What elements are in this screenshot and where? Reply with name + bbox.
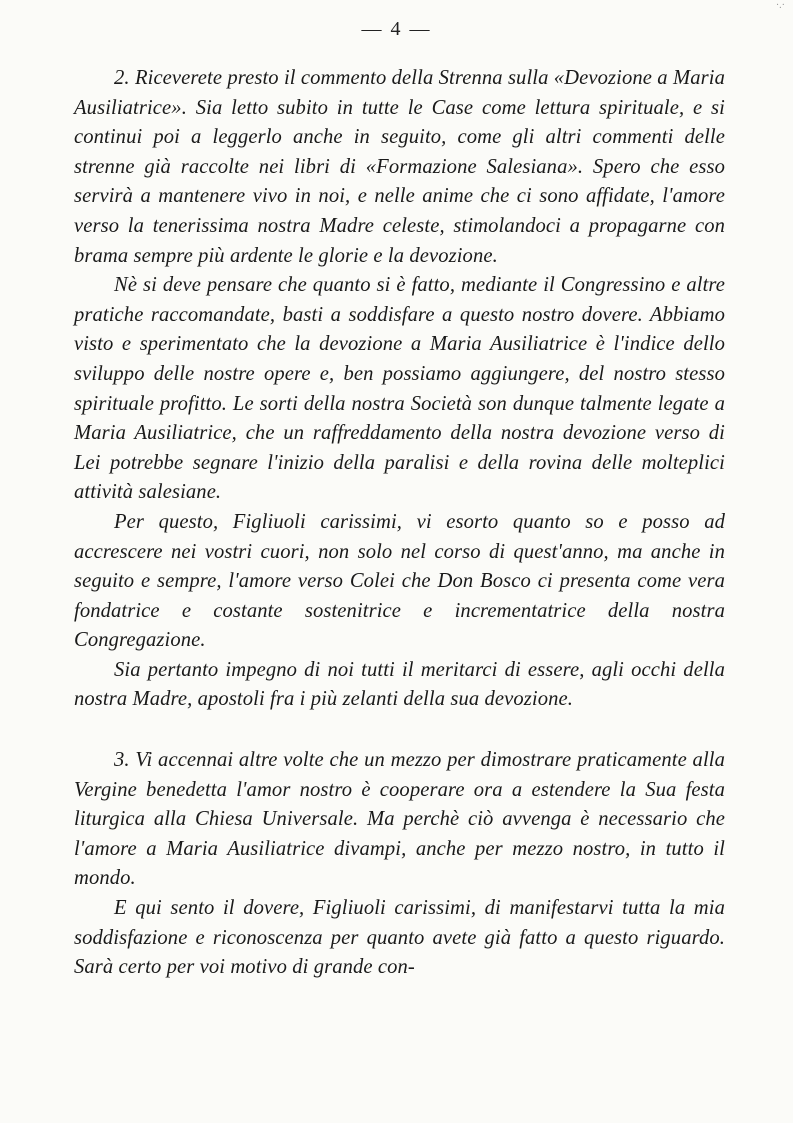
paragraph-2-4: Sia pertanto impegno di noi tutti il meritarci di essere, agli occhi della nostra Madre, apostoli fra i più zelanti della sua devozione. — [74, 658, 725, 711]
paragraph-3-2: E qui sento il dovere, Figliuoli carissimi, di manifestarvi tutta la mia soddisfazione e riconoscenza per quanto avete già fatto a questo riguardo. Sarà certo per voi motivo di grande con- — [74, 897, 725, 979]
page-number: — 4 — — [361, 18, 432, 40]
section-divider-space — [74, 715, 725, 746]
paragraph-2-2: Nè si deve pensare che quanto si è fatto, mediante il Congressino e altre pratiche raccomandate, basti a soddisfare a questo nostro dovere. Abbiamo visto e sperimentato che la devozione a Maria Ausiliatrice è l'indice dello sviluppo delle nostre opere e, ben possiamo aggiungere, del nostro stesso spirituale profitto. Le sorti della nostra Società son dunque talmente legate a Maria Ausiliatrice, che un raffreddamento della nostra devozione verso di Lei potrebbe segnare l'inizio della paralisi e della rovina delle molteplici attività salesiane. — [74, 274, 725, 504]
paragraph-3-1: 3. Vi accennai altre volte che un mezzo per dimostrare praticamente alla Vergine benedetta l'amor nostro è cooperare ora a estendere la Sua festa liturgica alla Chiesa Universale. Ma perchè ciò avvenga è necessario che l'amore a Maria Ausiliatrice divampi, anche per mezzo nostro, in tutto il mondo. — [74, 749, 725, 890]
paragraph-2-3: Per questo, Figliuoli carissimi, vi esorto quanto so e posso ad accrescere nei vostri cuori, non solo nel corso di quest'anno, ma anche in seguito e sempre, l'amore verso Colei che Don Bosco ci presenta come vera fondatrice e costante sostenitrice e incrementatrice della nostra Congregazione. — [74, 510, 725, 652]
body-text — [74, 64, 725, 983]
paragraph-2-1: 2. Riceverete presto il commento della Strenna sulla «Devozione a Maria Ausiliatrice». Sia letto subito in tutte le Case come lettura spirituale, e si continui poi a leggerlo anche in seguito, come gli altri commenti delle strenne già raccolte nei libri di «Formazione Salesiana». Spero che esso servirà a mantenere vivo in noi, e nelle anime che ci sono affidate, l'amore verso la tenerissima nostra Madre celeste, stimolandoci a propagarne con brama sempre più ardente le glorie e la devozione. — [74, 67, 725, 267]
scan-mark: ·.· — [775, 0, 785, 11]
